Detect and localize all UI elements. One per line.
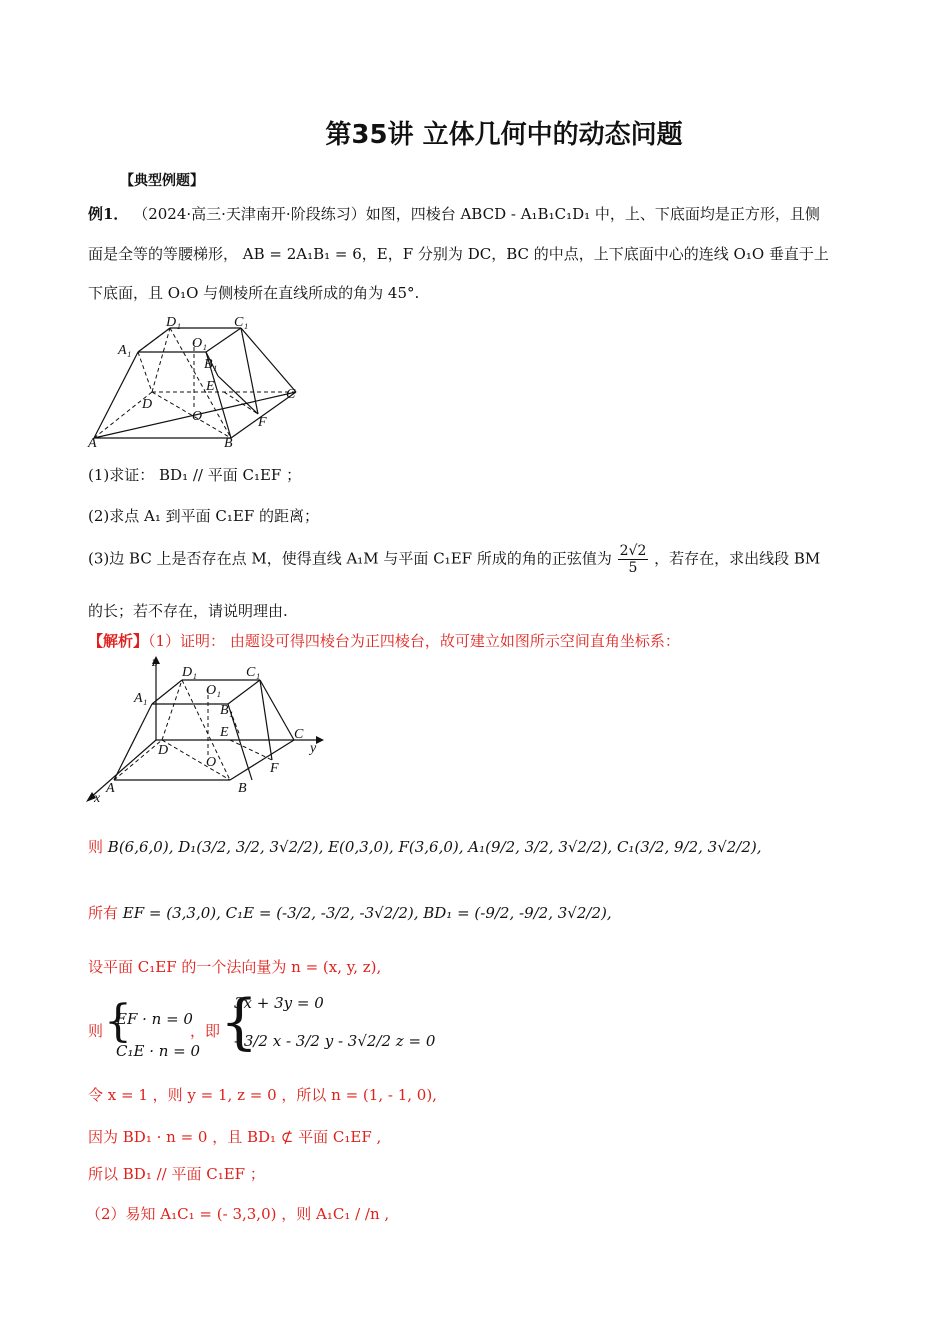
document-page: 第35讲 立体几何中的动态问题 【典型例题】 例1． （2024·高三·天津南开·阶段练习）如图，四棱台 ABCD - A₁B₁C₁D₁ 中，上、下底面均是正方形，且侧 面是全等的等腰梯形， AB = 2A₁B₁ = 6，E，F 分别为 DC，BC 的中点，上下底面中心的连线 O₁O 垂直于上 下底面，且 O₁O 与侧棱所在直线所成的角为 45°. D₁ C₁ O₁ A₁ B₁ E C D O F A B (1)求证： BD₁ // 平面 C₁EF ； (2)求点 A₁ 到平面 C₁EF 的距离； (3)边 BC 上是否存在点 M，使得直线 A₁M 与平面 C₁EF 所成的角的正弦值为 $\frac{2√2}{5}$ ，若存在，求出线段 BM 的长；若不存在，请说明理由. 【解析】（1）证明： 由题设可得四棱台为正四棱台，故可建立如图所示空间直角坐标系： z D₁ C₁ A₁ O₁ B₁ E C y D O F A B x 则 B(6,6,0), D₁(3/2, 3/2, 3√2/2), E(0,3,0), F(3,6,0), A₁(9/2, 3/2, 3√2/2), C₁(3/2, 9/2, 3√2/2), 所有 EF = (3,3,0), C₁E = (-3/2, -3/2, -3√2/2), BD₁ = (-9/2, -9/2, 3√2/2), 设平面 C₁EF 的一个法向量为 n = (x, y, z), 则 { EF · n = 0 C₁E · n = 0 ，即 { 3x + 3y = 0 - 3/2 x - 3/2 y - 3√2/2 z = 0 令 x = 1 ，则 y = 1, z = 0 ，所以 n = (1, - 1, 0), 因为 BD₁ · n = 0 ，且 BD₁ ⊄ 平面 C₁EF , 所以 BD₁ // 平面 C₁EF ； （2）易知 A₁C₁ = (- 3,3,0) ，则 A₁C₁ / /n , (0, 0, 950, 1344)
normal-vector-line: 设平面 C₁EF 的一个法向量为 n = (x, y, z), (88, 958, 382, 976)
let-x-line: 令 x = 1 ，则 y = 1, z = 0 ，所以 n = (1, - 1, 0), (88, 1086, 437, 1104)
label-C1: C₁ (234, 315, 249, 330)
question-3-tail: ，若存在，求出线段 BM (654, 549, 821, 568)
label-A1: A₁ (134, 691, 148, 706)
question-3-line-2: 的长；若不存在，请说明理由. (88, 602, 288, 620)
label-B: B (238, 781, 247, 796)
equation-b2: - 3/2 x - 3/2 y - 3√2/2 z = 0 (234, 1032, 436, 1050)
question-1: (1)求证： BD₁ // 平面 C₁EF ； (88, 466, 302, 484)
vector-values: EF = (3,3,0), C₁E = (-3/2, -3/2, -3√2/2), BD₁ = (-9/2, -9/2, 3√2/2), (122, 904, 612, 922)
label-O: O (206, 755, 217, 770)
label-B1: B₁ (204, 357, 218, 372)
page-title: 第35讲 立体几何中的动态问题 (325, 120, 683, 150)
label-O: O (192, 409, 203, 424)
axis-label-z: z (152, 655, 158, 670)
example-line-2: 面是全等的等腰梯形， AB = 2A₁B₁ = 6，E，F 分别为 DC，BC 的中点，上下底面中心的连线 O₁O 垂直于上 (88, 245, 829, 263)
example-line-3: 下底面，且 O₁O 与侧棱所在直线所成的角为 45°. (88, 284, 420, 302)
point-coordinates: B(6,6,0), D₁(3/2, 3/2, 3√2/2), E(0,3,0), F(3,6,0), A₁(9/2, 3/2, 3√2/2), C₁(3/2, 9/2, 3√2/2), (107, 838, 762, 856)
example-source: （2024·高三·天津南开·阶段练习） (133, 205, 366, 223)
equation-b1: 3x + 3y = 0 (234, 994, 324, 1012)
label-O1: O₁ (206, 683, 221, 698)
label-A: A (88, 436, 97, 450)
label-A: A (106, 781, 115, 796)
label-O1: O₁ (192, 336, 207, 351)
part-2-line: （2）易知 A₁C₁ = (- 3,3,0) ，则 A₁C₁ / /n , (86, 1205, 390, 1223)
solution-tag: 【解析】 (88, 632, 149, 650)
label-F: F (270, 761, 279, 776)
label-D1: D₁ (166, 315, 181, 330)
example-line-1 (88, 203, 820, 224)
example-label: 例1． (88, 205, 129, 223)
example-text-1: 如图，四棱台 ABCD - A₁B₁C₁D₁ 中，上、下底面均是正方形，且侧 (365, 205, 820, 223)
axis-label-y: y (310, 741, 317, 756)
coordinates-line: 则 B(6,6,0), D₁(3/2, 3/2, 3√2/2), E(0,3,0), F(3,6,0), A₁(9/2, 3/2, 3√2/2), C₁(3/2, 9/2, 3√2/2), (88, 838, 762, 856)
label-C: C (294, 727, 304, 742)
section-heading: 【典型例题】 (120, 173, 204, 189)
question-2: (2)求点 A₁ 到平面 C₁EF 的距离； (88, 507, 320, 525)
label-E: E (206, 379, 215, 394)
because-line: 因为 BD₁ · n = 0 ，且 BD₁ ⊄ 平面 C₁EF , (88, 1128, 382, 1146)
label-E: E (220, 725, 229, 740)
question-3-line-1 (88, 544, 820, 575)
label-F: F (258, 415, 267, 430)
frustum-figure-2-coordinates (80, 652, 330, 808)
label-B: B (224, 436, 233, 450)
vectors-line: 所有 EF = (3,3,0), C₁E = (-3/2, -3/2, -3√2/2), BD₁ = (-9/2, -9/2, 3√2/2), (88, 904, 612, 922)
solution-intro-text: （1）证明： 由题设可得四棱台为正四棱台，故可建立如图所示空间直角坐标系： (148, 632, 680, 650)
label-B1: B₁ (220, 703, 234, 718)
label-D: D (158, 743, 169, 758)
question-3-text: (3)边 BC 上是否存在点 M，使得直线 A₁M 与平面 C₁EF 所成的角的正弦值为 (88, 549, 612, 568)
equation-a2: C₁E · n = 0 (116, 1042, 201, 1060)
sine-value-fraction: $\frac{2√2}{5}$ (619, 543, 647, 576)
label-D: D (142, 397, 153, 412)
axis-label-x: x (94, 791, 101, 806)
label-C: C (286, 387, 296, 402)
solution-intro (88, 630, 680, 651)
equation-a1: EF · n = 0 (116, 1010, 193, 1028)
label-C1: C₁ (246, 665, 261, 680)
frustum-figure-1 (86, 310, 316, 450)
label-D1: D₁ (182, 665, 197, 680)
conclusion-line: 所以 BD₁ // 平面 C₁EF ； (88, 1165, 265, 1183)
label-A1: A₁ (118, 343, 132, 358)
